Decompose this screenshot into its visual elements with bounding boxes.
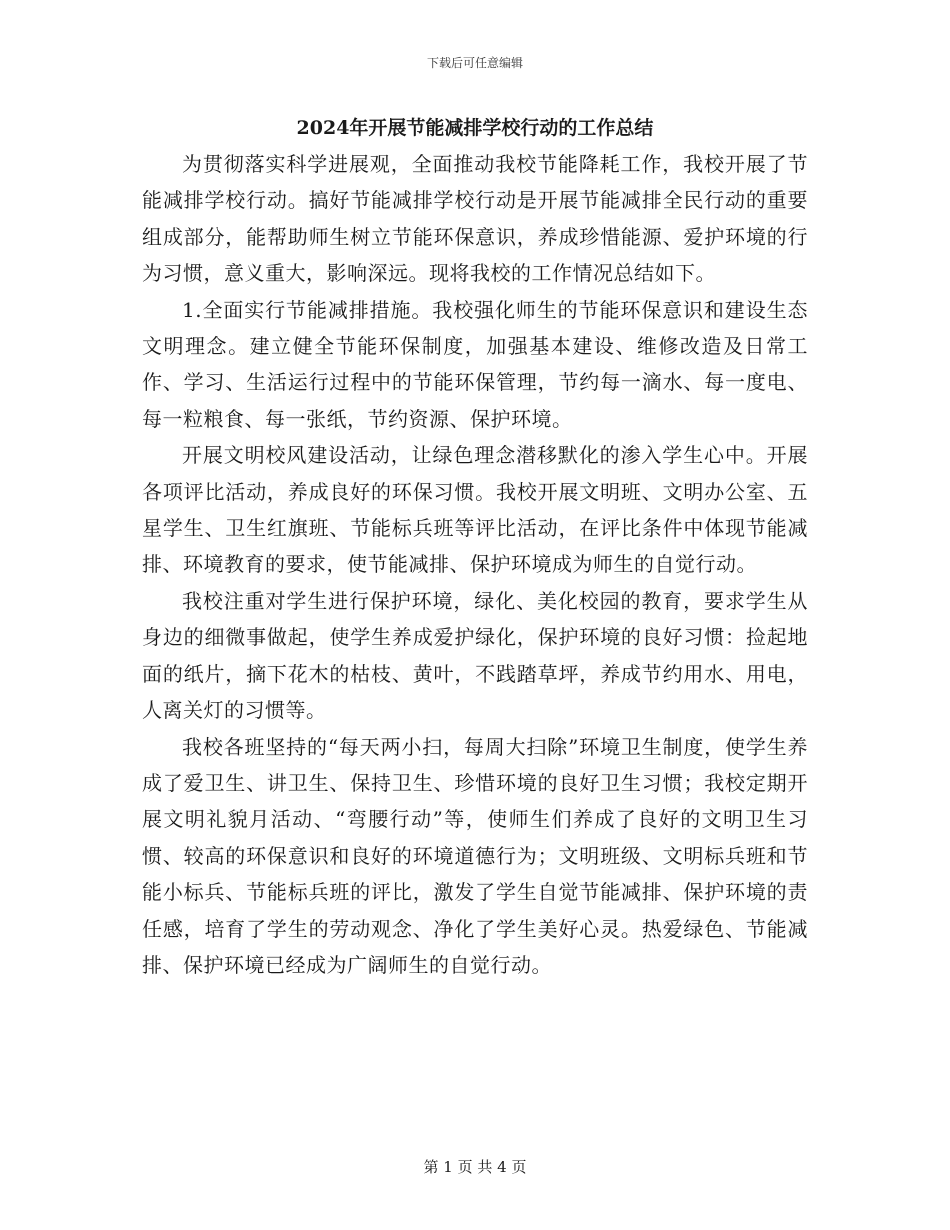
header-note: 下载后可任意编辑 — [426, 56, 523, 70]
page-number-footer: 第 1 页 共 4 页 — [423, 1158, 527, 1176]
document-body — [142, 146, 808, 983]
paragraph-environment-education: 我校注重对学生进行保护环境，绿化、美化校园的教育，要求学生从身边的细微事做起，使学生养成爱护绿化，保护环境的良好习惯：捡起地面的纸片，摘下花木的枯枝、黄叶，不践踏草坪，养成节约用水、用电，人离关灯的习惯等。 — [142, 588, 808, 723]
document-title: 2024年开展节能减排学校行动的工作总结 — [296, 117, 654, 139]
paragraph-measures: 1.全面实行节能减排措施。我校强化师生的节能环保意识和建设生态文明理念。建立健全节能环保制度，加强基本建设、维修改造及日常工作、学习、生活运行过程中的节能环保管理，节约每一滴水、每一度电、每一粒粮食、每一张纸，节约资源、保护环境。 — [142, 297, 808, 431]
paragraph-campus-activities: 开展文明校风建设活动，让绿色理念潜移默化的渗入学生心中。开展各项评比活动，养成良好的环保习惯。我校开展文明班、文明办公室、五星学生、卫生红旗班、节能标兵班等评比活动，在评比条件中体现节能减排、环境教育的要求，使节能减排、保护环境成为师生的自觉行动。 — [142, 443, 808, 577]
paragraph-intro: 为贯彻落实科学进展观，全面推动我校节能降耗工作，我校开展了节能减排学校行动。搞好节能减排学校行动是开展节能减排全民行动的重要组成部分，能帮助师生树立节能环保意识，养成珍惜能源、爱护环境的行为习惯，意义重大，影响深远。现将我校的工作情况总结如下。 — [142, 152, 808, 286]
paragraph-hygiene-system: 我校各班坚持的“每天两小扫，每周大扫除”环境卫生制度，使学生养成了爱卫生、讲卫生、保持卫生、珍惜环境的良好卫生习惯；我校定期开展文明礼貌月活动、“弯腰行动”等，使师生们养成了良好的文明卫生习惯、较高的环保意识和良好的环境道德行为；文明班级、文明标兵班和节能小标兵、节能标兵班的评比，激发了学生自觉节能减排、保护环境的责任感，培育了学生的劳动观念、净化了学生美好心灵。热爱绿色、节能减排、保护环境已经成为广阔师生的自觉行动。 — [142, 734, 808, 977]
